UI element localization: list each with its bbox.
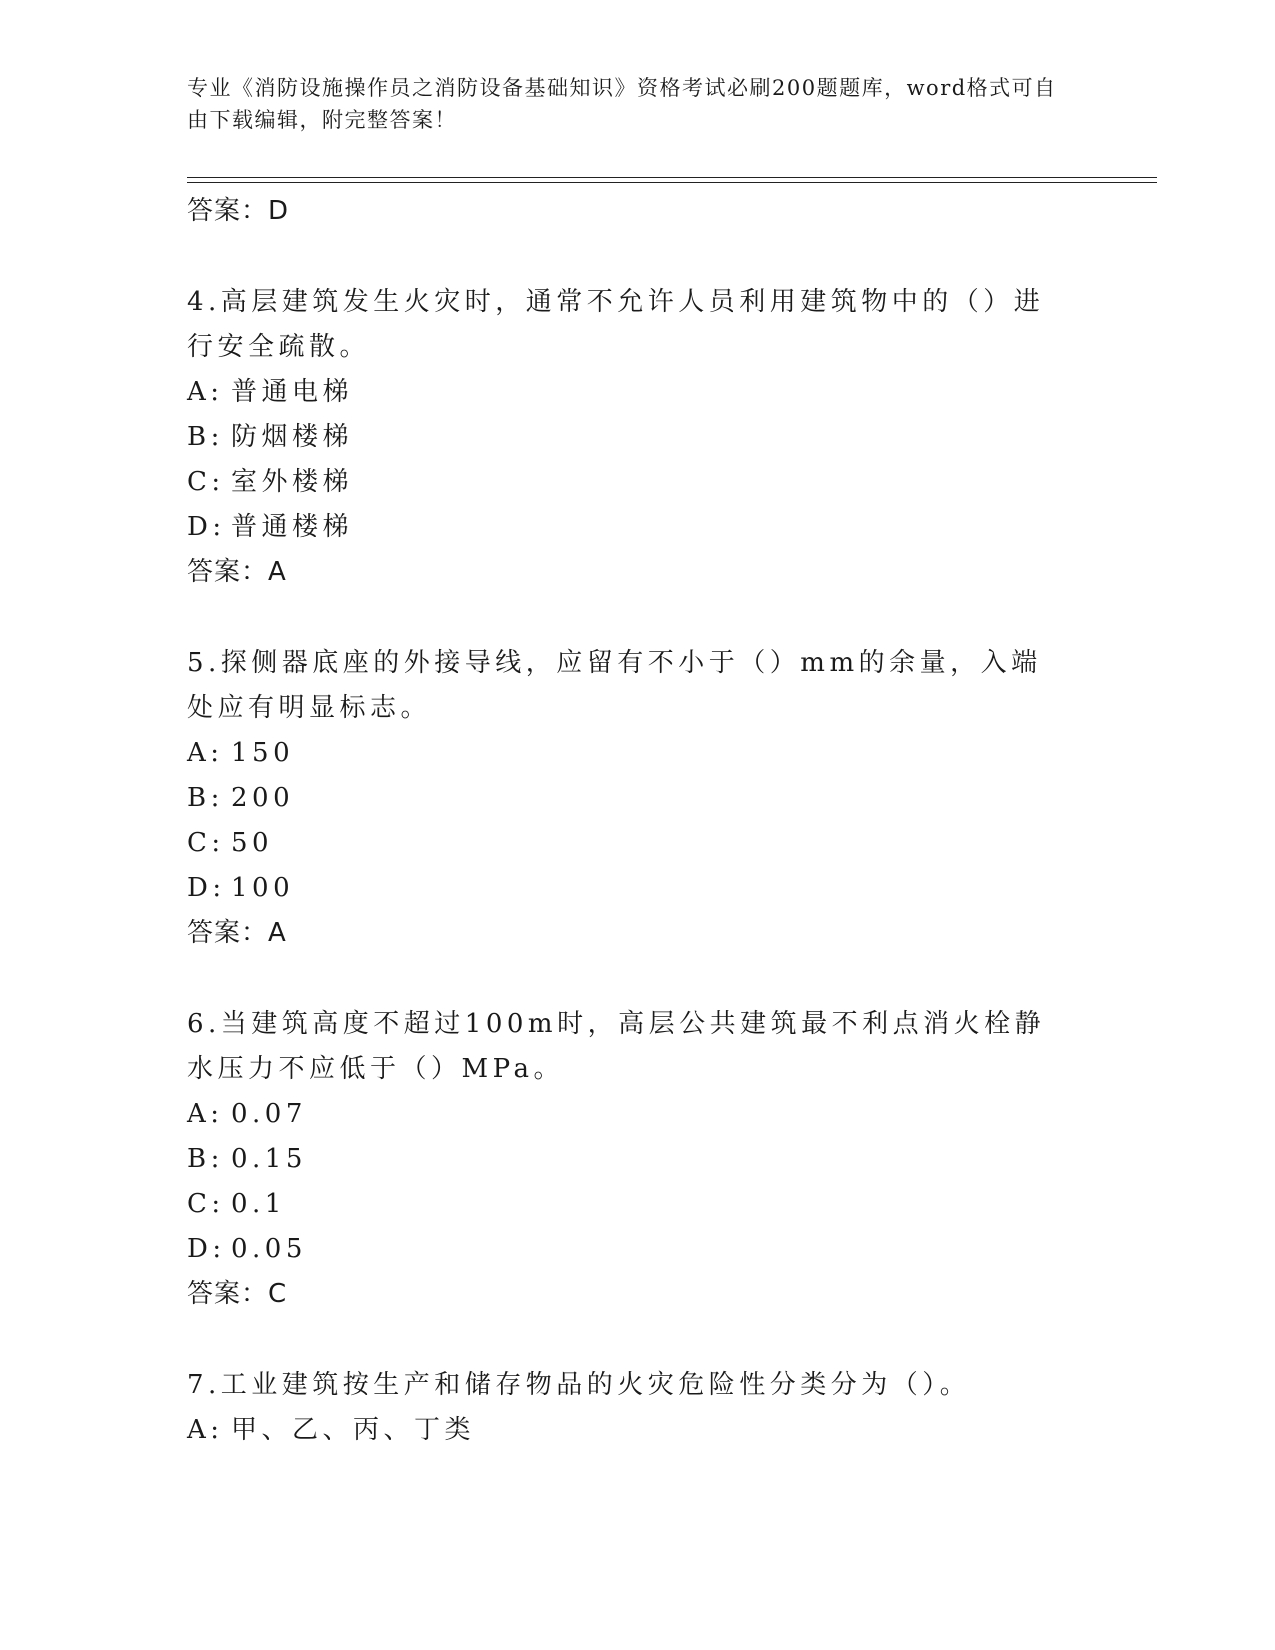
page-header: 专业《消防设施操作员之消防设备基础知识》资格考试必刷200题题库，word格式可自由下载编辑，附完整答案！	[187, 76, 1057, 132]
answer-line: 答案：A	[187, 557, 287, 587]
option-a	[187, 1092, 1087, 1137]
option-text: 普通楼梯	[231, 512, 354, 542]
question-gap	[187, 594, 1087, 641]
option-letter: A:	[187, 1415, 224, 1445]
option-d	[187, 1227, 1087, 1272]
question-stem: 4.高层建筑发生火灾时，通常不允许人员利用建筑物中的（）进行安全疏散。	[187, 287, 1045, 362]
option-text: 0.05	[231, 1234, 307, 1264]
question-stem: 7.工业建筑按生产和储存物品的火灾危险性分类分为（）。	[187, 1370, 971, 1400]
option-text: 100	[231, 873, 295, 903]
option-text: 室外楼梯	[231, 467, 354, 497]
option-text: 0.07	[231, 1099, 307, 1129]
question-stem: 5.探侧器底座的外接导线，应留有不小于（）mm的余量，入端处应有明显标志。	[187, 648, 1042, 723]
option-letter: C:	[187, 467, 225, 497]
option-letter: D:	[187, 1234, 226, 1264]
header-rule-top	[187, 177, 1157, 178]
option-letter: B:	[187, 783, 224, 813]
option-text: 200	[231, 783, 295, 813]
answer-line: 答案：D	[187, 196, 290, 226]
question-block	[187, 280, 1087, 594]
option-text: 防烟楼梯	[231, 422, 354, 452]
option-c	[187, 460, 1087, 505]
header-rule-bottom	[187, 182, 1157, 183]
option-letter: D:	[187, 873, 226, 903]
option-letter: A:	[187, 1099, 224, 1129]
option-d	[187, 866, 1087, 911]
option-letter: C:	[187, 828, 225, 858]
option-d	[187, 505, 1087, 550]
question-stem: 6.当建筑高度不超过100m时，高层公共建筑最不利点消火栓静水压力不应低于（）MPa。	[187, 1009, 1046, 1084]
option-text: 普通电梯	[231, 377, 354, 407]
option-letter: D:	[187, 512, 226, 542]
option-text: 150	[231, 738, 295, 768]
option-text: 0.15	[231, 1144, 307, 1174]
option-letter: A:	[187, 377, 224, 407]
option-c	[187, 1182, 1087, 1227]
option-letter: A:	[187, 738, 224, 768]
option-text: 50	[231, 828, 274, 858]
option-c	[187, 821, 1087, 866]
answer-line: 答案：C	[187, 1279, 288, 1309]
option-letter: C:	[187, 1189, 225, 1219]
option-letter: B:	[187, 422, 224, 452]
question-block	[187, 1002, 1087, 1316]
option-b	[187, 415, 1087, 460]
option-a	[187, 1408, 1087, 1453]
question-list	[187, 189, 1087, 1453]
option-b	[187, 1137, 1087, 1182]
answer-line: 答案：A	[187, 918, 287, 948]
question-block	[187, 641, 1087, 955]
option-a	[187, 731, 1087, 776]
option-a	[187, 370, 1087, 415]
option-b	[187, 776, 1087, 821]
option-text: 0.1	[231, 1189, 286, 1219]
question-gap	[187, 233, 1087, 280]
question-gap	[187, 955, 1087, 1002]
option-text: 甲、乙、丙、丁类	[231, 1415, 476, 1445]
question-block	[187, 1363, 1087, 1453]
option-letter: B:	[187, 1144, 224, 1174]
question-gap	[187, 1316, 1087, 1363]
